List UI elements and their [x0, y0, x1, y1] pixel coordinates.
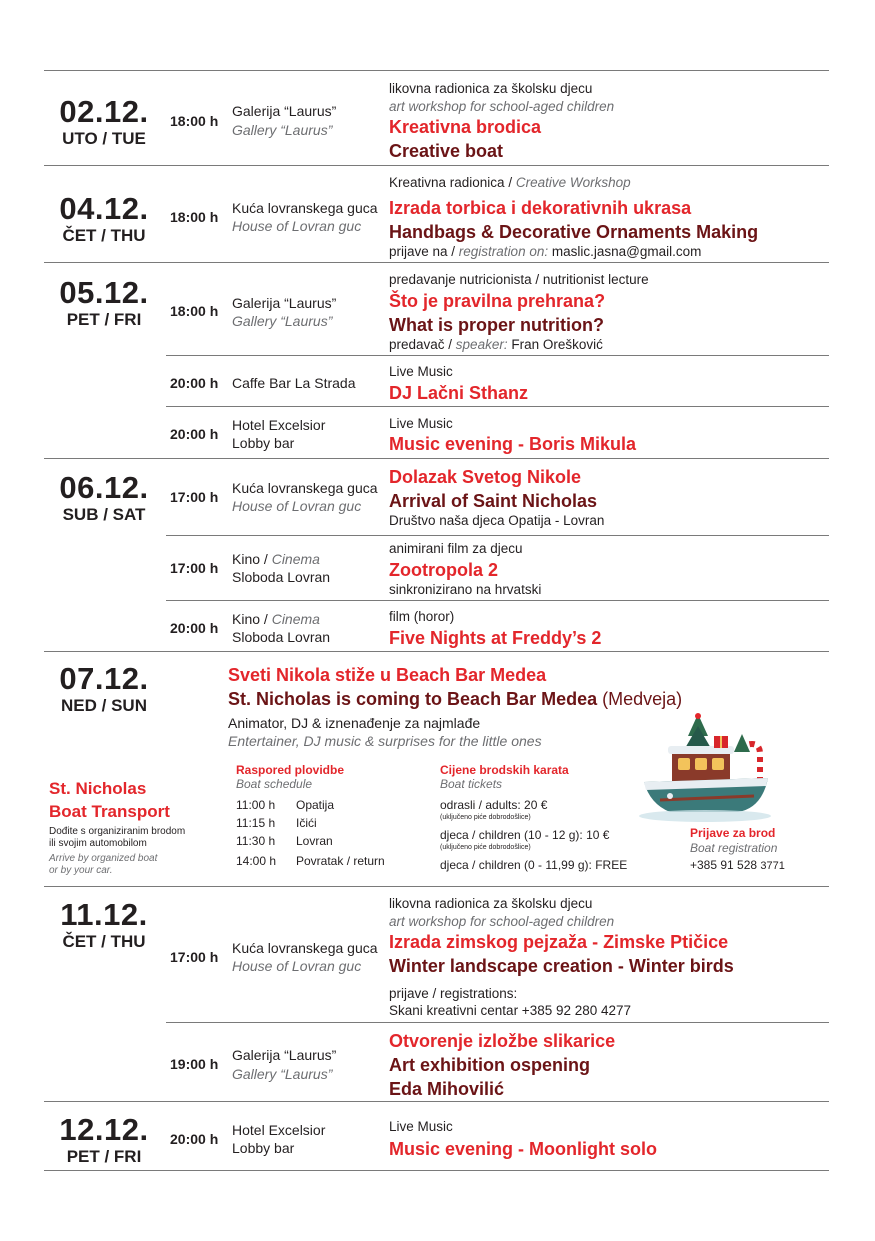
ticket-children-1-note: (uključeno piće dobrodošlice)	[440, 844, 531, 851]
event-category: Live Music	[389, 1119, 453, 1134]
event-venue-line2: Sloboda Lovran	[232, 629, 331, 645]
event-title-en: Handbags & Decorative Ornaments Making	[389, 222, 759, 242]
event-time: 18:00 h	[170, 113, 219, 129]
event-date: 02.12.	[59, 94, 149, 129]
event-title-hr: Dolazak Svetog Nikole	[389, 467, 582, 487]
event-time: 20:00 h	[170, 620, 219, 636]
venue-prefix: Kino /	[232, 611, 272, 627]
event-category: Live Music	[389, 416, 453, 431]
event-category: likovna radionica za školsku djecu	[389, 896, 593, 911]
schedule-title-en: Boat schedule	[236, 777, 313, 791]
event-title-en-line	[228, 688, 682, 711]
event-venue-line2: Lobby bar	[232, 1140, 295, 1156]
event-title-hr: Otvorenje izložbe slikarice	[389, 1031, 616, 1051]
event-date: 05.12.	[59, 275, 149, 310]
registration-title: Prijave za brod	[690, 826, 776, 840]
event-weekday: PET / FRI	[66, 310, 142, 329]
event-title-en: Creative boat	[389, 141, 504, 161]
date-block	[44, 898, 164, 952]
boat-desc-hr-1: Dođite s organiziranim brodom	[49, 826, 186, 837]
event-category: Live Music	[389, 364, 453, 379]
schedule-time: 14:00 h	[236, 854, 277, 868]
date-block	[44, 276, 164, 330]
event-time: 17:00 h	[170, 949, 219, 965]
boat-transport-title-2: Boat Transport	[49, 802, 170, 821]
event-date: 07.12.	[59, 661, 149, 696]
category-en: Creative Workshop	[515, 175, 631, 190]
event-venue: Galerija “Laurus”	[232, 295, 337, 311]
speaker-prefix: predavač /	[389, 337, 456, 352]
event-venue: Galerija “Laurus”	[232, 1047, 337, 1063]
phone-end: 3771	[760, 860, 785, 872]
boat-desc-en-2: or by your car.	[49, 865, 113, 876]
date-block	[44, 471, 164, 525]
schedule-title: Raspored plovidbe	[236, 763, 345, 777]
divider	[166, 355, 829, 356]
event-venue	[232, 610, 320, 628]
venue-prefix: Kino /	[232, 551, 272, 567]
event-title-en: Winter landscape creation - Winter birds	[389, 956, 734, 976]
ticket-children-1: djeca / children (10 - 12 g): 10 €	[440, 828, 610, 842]
event-date: 12.12.	[59, 1112, 149, 1147]
tickets-title-en: Boat tickets	[440, 777, 503, 791]
schedule-place: Ičići	[296, 816, 317, 830]
event-venue-en: House of Lovran guc	[232, 958, 362, 974]
boat-transport-title-1: St. Nicholas	[49, 779, 147, 798]
event-subtitle-hr: Animator, DJ & iznenađenje za najmlađe	[228, 715, 481, 731]
phone-main: +385 91 528	[690, 858, 761, 872]
event-title-hr: Zootropola 2	[389, 560, 498, 580]
event-organizer: Društvo naša djeca Opatija - Lovran	[389, 513, 605, 528]
event-title-hr: Izrada zimskog pejzaža - Zimske Ptičice	[389, 932, 729, 952]
event-category-en: art workshop for school-aged children	[389, 99, 615, 114]
divider	[44, 1101, 829, 1102]
event-date: 04.12.	[59, 191, 149, 226]
event-venue-en: Gallery “Laurus”	[232, 122, 333, 138]
event-venue: Kuća lovranskega guca	[232, 200, 378, 216]
cabin-window	[712, 758, 724, 770]
event-category-en: art workshop for school-aged children	[389, 914, 615, 929]
divider	[44, 886, 829, 887]
event-venue-en: Gallery “Laurus”	[232, 1066, 333, 1082]
event-venue-line2: Lobby bar	[232, 435, 295, 451]
event-venue: Hotel Excelsior	[232, 1122, 326, 1138]
divider	[44, 165, 829, 166]
event-venue-line2: Sloboda Lovran	[232, 569, 331, 585]
event-date: 11.12.	[60, 897, 148, 932]
event-date: 06.12.	[59, 470, 149, 505]
schedule-time: 11:30 h	[236, 834, 276, 848]
event-category: animirani film za djecu	[389, 541, 523, 556]
schedule-place: Povratak / return	[296, 854, 385, 868]
event-artist: Eda Mihovilić	[389, 1079, 505, 1099]
registration-phone[interactable]	[690, 858, 785, 874]
divider	[166, 600, 829, 601]
date-block	[44, 95, 164, 149]
registration-email[interactable]: maslic.jasna@gmail.com	[548, 244, 702, 259]
divider	[166, 535, 829, 536]
event-category	[389, 174, 631, 191]
tree-star	[695, 713, 701, 719]
porthole	[667, 793, 673, 799]
cabin-window	[678, 758, 690, 770]
event-venue	[232, 550, 320, 568]
event-subtitle-en: Entertainer, DJ music & surprises for the little ones	[228, 733, 542, 749]
event-time: 18:00 h	[170, 209, 219, 225]
event-venue-en: Gallery “Laurus”	[232, 313, 333, 329]
divider	[166, 406, 829, 407]
event-category: likovna radionica za školsku djecu	[389, 81, 593, 96]
event-title-hr: Kreativna brodica	[389, 117, 542, 137]
event-time: 19:00 h	[170, 1056, 219, 1072]
schedule-place: Lovran	[296, 834, 333, 848]
divider	[44, 458, 829, 459]
event-title-hr: Music evening - Moonlight solo	[389, 1139, 657, 1159]
date-block	[44, 192, 164, 246]
event-venue: Kuća lovranskega guca	[232, 940, 378, 956]
event-weekday: ČET / THU	[62, 932, 146, 951]
event-weekday: UTO / TUE	[62, 129, 146, 148]
event-registration	[389, 243, 701, 260]
event-venue-en: House of Lovran guc	[232, 498, 362, 514]
event-time: 18:00 h	[170, 303, 219, 319]
event-time: 17:00 h	[170, 560, 219, 576]
tickets-title: Cijene brodskih karata	[440, 763, 569, 777]
event-weekday: ČET / THU	[62, 226, 146, 245]
event-category: predavanje nutricionista / nutritionist lecture	[389, 272, 649, 287]
divider	[166, 1022, 829, 1023]
event-title-hr: DJ Lačni Sthanz	[389, 383, 529, 403]
event-weekday: NED / SUN	[61, 696, 147, 715]
event-weekday: PET / FRI	[66, 1147, 142, 1166]
speaker-name: Fran Orešković	[507, 337, 603, 352]
divider	[44, 651, 829, 652]
gift-ribbon	[720, 736, 722, 748]
ticket-adults: odrasli / adults: 20 €	[440, 798, 548, 812]
cabin-window	[695, 758, 707, 770]
boat-desc-en-1: Arrive by organized boat	[49, 853, 158, 864]
event-weekday: SUB / SAT	[62, 505, 146, 524]
event-time: 20:00 h	[170, 375, 219, 391]
event-title-en: Art exhibition ospening	[389, 1055, 590, 1075]
schedule-time: 11:00 h	[236, 798, 276, 812]
event-title-hr: Five Nights at Freddy’s 2	[389, 628, 602, 648]
event-venue: Caffe Bar La Strada	[232, 375, 356, 391]
venue-cinema: Cinema	[271, 611, 320, 627]
event-title-hr: Izrada torbica i dekorativnih ukrasa	[389, 198, 692, 218]
registration-title-en: Boat registration	[690, 841, 778, 855]
event-category: film (horor)	[389, 609, 455, 624]
venue-cinema: Cinema	[271, 551, 320, 567]
event-title-en: St. Nicholas is coming to Beach Bar Medea	[228, 689, 598, 709]
registration-label: registration on:	[458, 244, 549, 259]
date-block	[44, 1113, 164, 1167]
event-location: (Medveja)	[597, 689, 683, 709]
water	[639, 810, 771, 822]
event-title-en: What is proper nutrition?	[389, 315, 604, 335]
divider	[44, 262, 829, 263]
event-title-en: Arrival of Saint Nicholas	[389, 491, 598, 511]
event-note: sinkronizirano na hrvatski	[389, 582, 542, 597]
date-block	[44, 662, 164, 716]
divider	[44, 1170, 829, 1171]
divider	[44, 70, 829, 71]
boat-desc-hr-2: ili svojim automobilom	[49, 838, 147, 849]
category-hr: Kreativna radionica /	[389, 175, 516, 190]
event-venue-en: House of Lovran guc	[232, 218, 362, 234]
event-time: 20:00 h	[170, 1131, 219, 1147]
event-title-hr: Sveti Nikola stiže u Beach Bar Medea	[228, 665, 547, 685]
event-title-hr: Music evening - Boris Mikula	[389, 434, 637, 454]
event-venue: Kuća lovranskega guca	[232, 480, 378, 496]
event-registration: prijave / registrations:	[389, 986, 518, 1001]
event-title-hr: Što je pravilna prehrana?	[389, 291, 606, 311]
event-time: 20:00 h	[170, 426, 219, 442]
schedule-place: Opatija	[296, 798, 335, 812]
event-time: 17:00 h	[170, 489, 219, 505]
speaker-label: speaker:	[455, 337, 508, 352]
boat-illustration	[630, 712, 780, 827]
event-speaker	[389, 336, 603, 353]
event-registration-contact: Skani kreativni centar +385 92 280 4277	[389, 1003, 632, 1018]
event-venue: Galerija “Laurus”	[232, 103, 337, 119]
registration-prefix: prijave na /	[389, 244, 459, 259]
ticket-children-2: djeca / children (0 - 11,99 g): FREE	[440, 858, 628, 872]
event-venue: Hotel Excelsior	[232, 417, 326, 433]
schedule-time: 11:15 h	[236, 816, 276, 830]
ticket-adults-note: (uključeno piće dobrodošlice)	[440, 814, 531, 821]
